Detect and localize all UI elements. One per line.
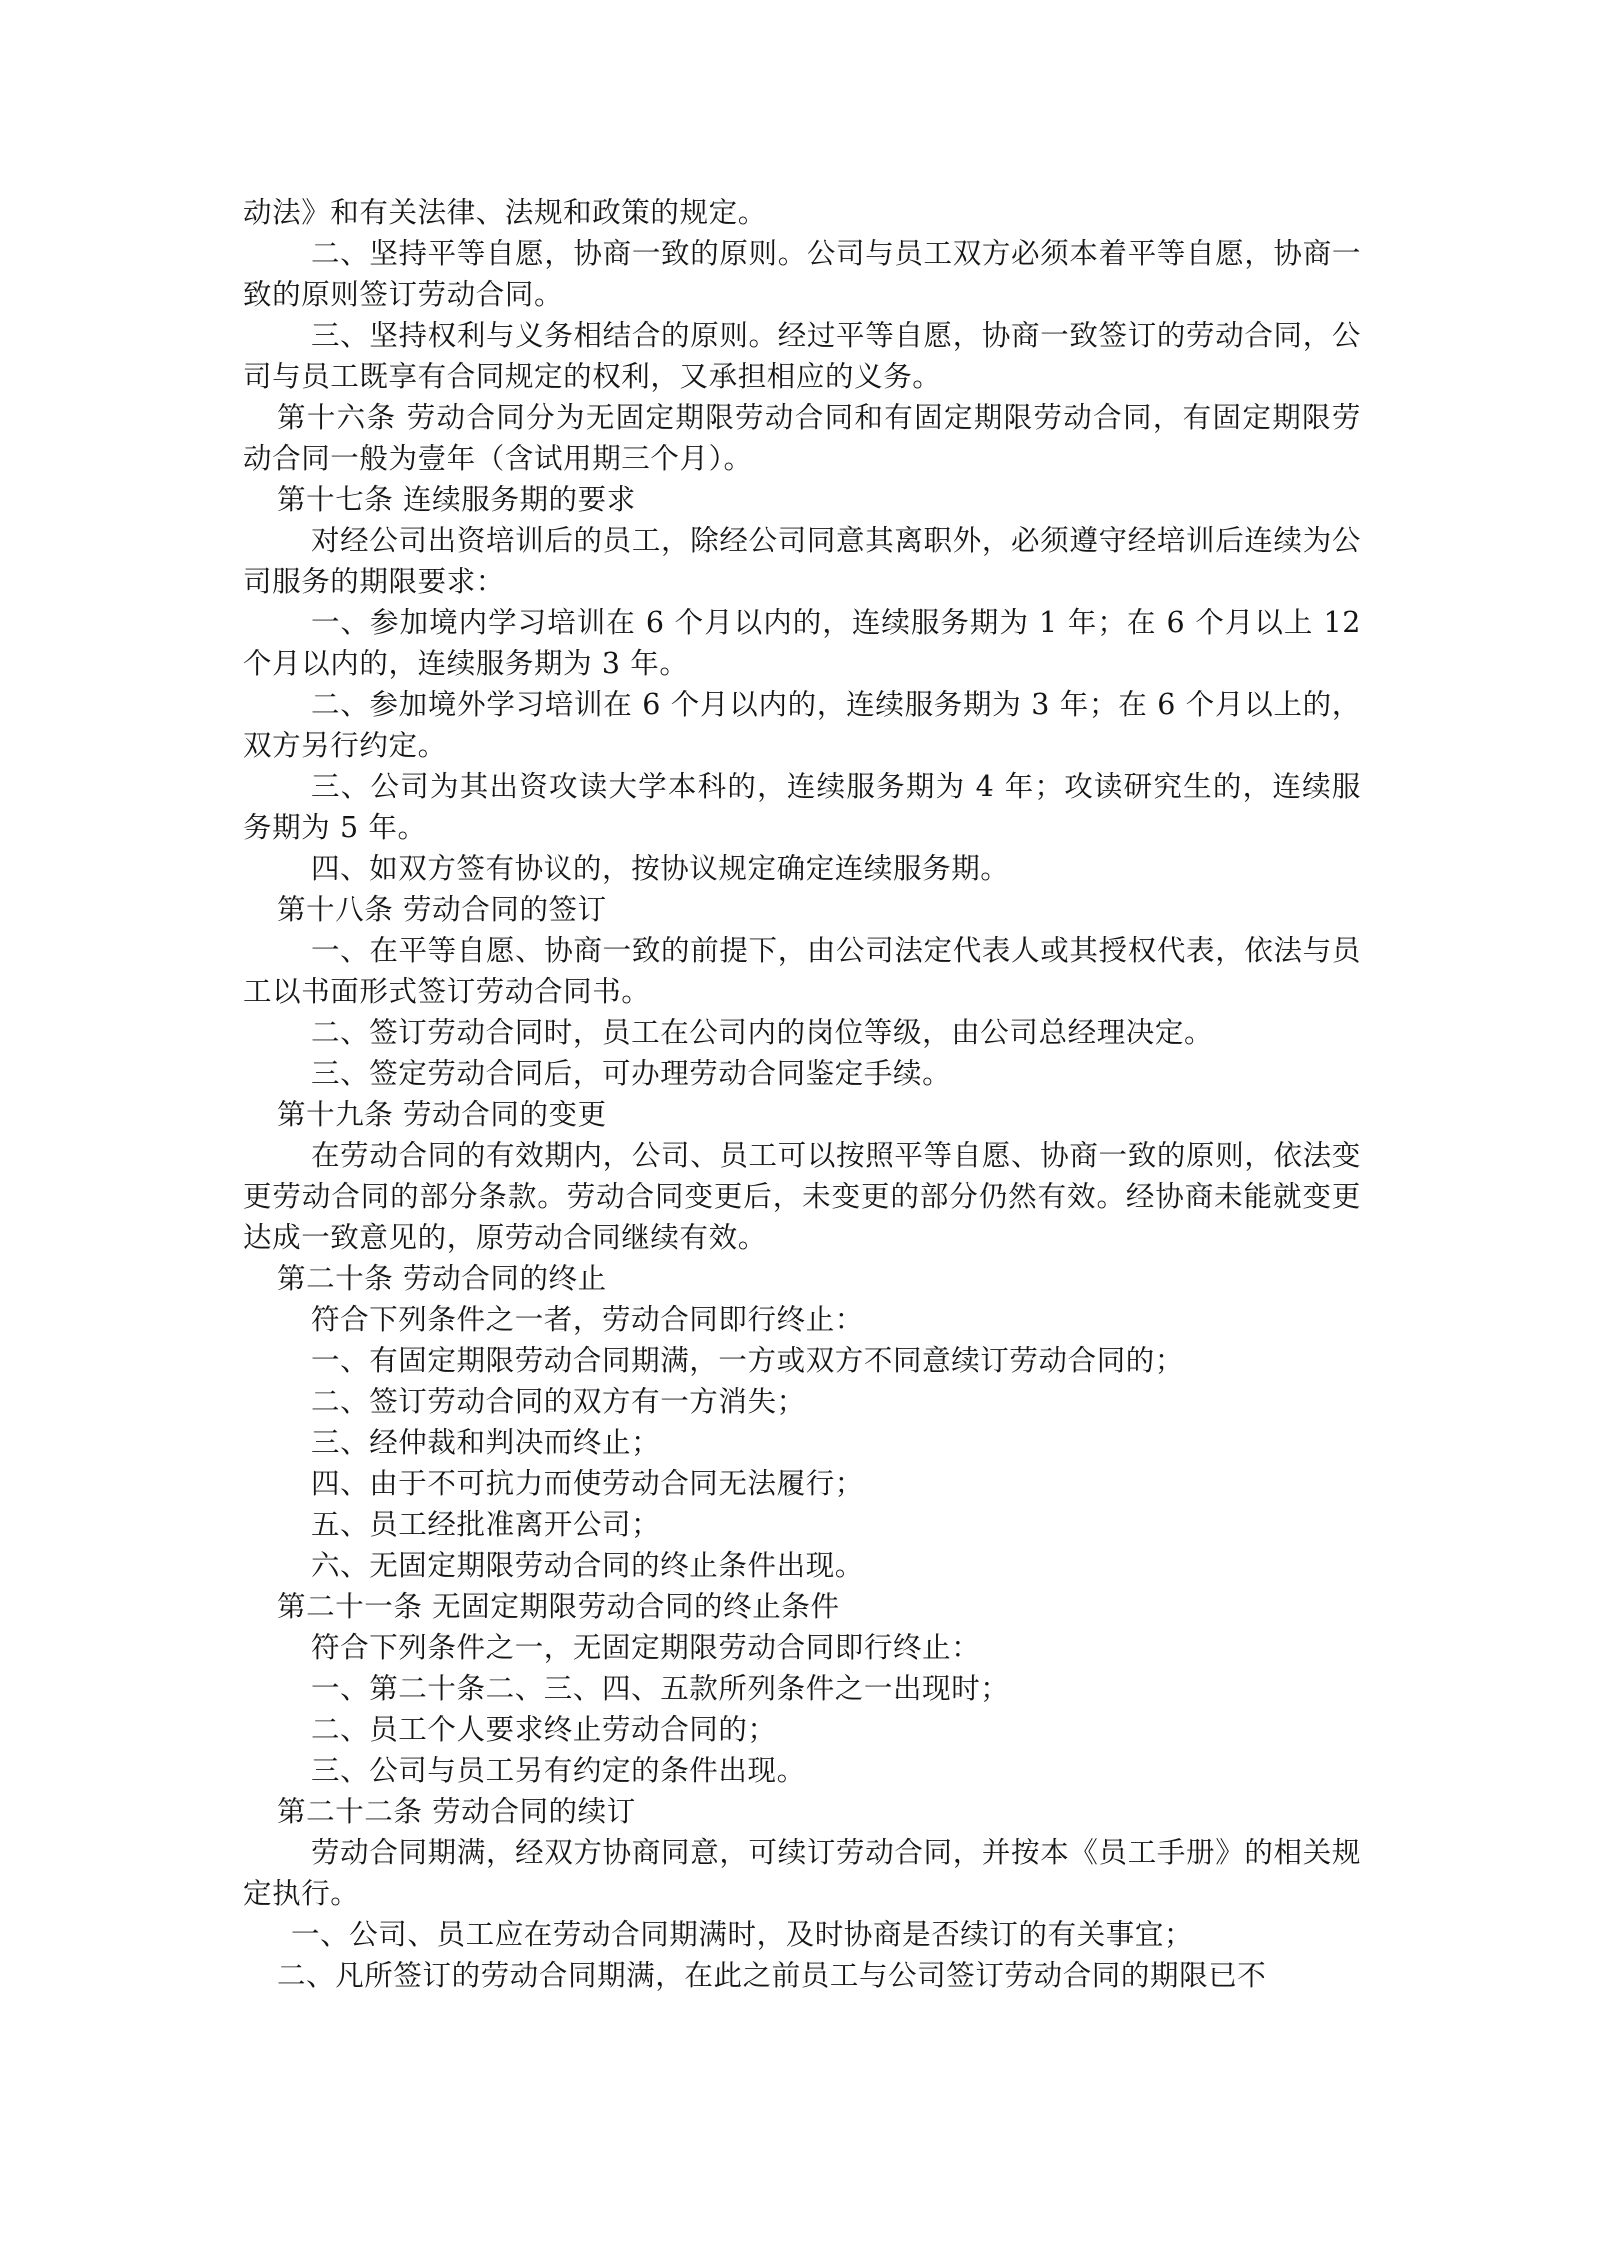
article-heading: 第十六条 劳动合同分为无固定期限劳动合同和有固定期限劳动合同，有固定期限劳动合同一般为壹年（含试用期三个月）。 [243, 401, 1361, 475]
paragraph: 二、坚持平等自愿，协商一致的原则。公司与员工双方必须本着平等自愿，协商一致的原则签订劳动合同。 [243, 237, 1361, 311]
list-item: 五、员工经批准离开公司； [311, 1508, 661, 1541]
paragraph: 三、坚持权利与义务相结合的原则。经过平等自愿，协商一致签订的劳动合同，公司与员工既享有合同规定的权利，又承担相应的义务。 [243, 319, 1361, 393]
paragraph: 二、签订劳动合同时，员工在公司内的岗位等级，由公司总经理决定。 [311, 1016, 1214, 1049]
list-item: 四、由于不可抗力而使劳动合同无法履行； [311, 1467, 864, 1500]
paragraph: 三、公司为其出资攻读大学本科的，连续服务期为 4 年；攻读研究生的，连续服务期为 5 年。 [243, 770, 1361, 844]
list-item: 一、第二十条二、三、四、五款所列条件之一出现时； [311, 1672, 1010, 1705]
list-item: 二、签订劳动合同的双方有一方消失； [311, 1385, 806, 1418]
paragraph: 一、参加境内学习培训在 6 个月以内的，连续服务期为 1 年；在 6 个月以上 12 个月以内的，连续服务期为 3 年。 [243, 606, 1361, 680]
list-item: 六、无固定期限劳动合同的终止条件出现。 [311, 1549, 864, 1582]
paragraph: 在劳动合同的有效期内，公司、员工可以按照平等自愿、协商一致的原则，依法变更劳动合同的部分条款。劳动合同变更后，未变更的部分仍然有效。经协商未能就变更达成一致意见的，原劳动合同继续有效。 [243, 1139, 1361, 1254]
paragraph: 四、如双方签有协议的，按协议规定确定连续服务期。 [311, 852, 1010, 885]
paragraph: 符合下列条件之一者，劳动合同即行终止： [311, 1303, 864, 1336]
paragraph: 对经公司出资培训后的员工，除经公司同意其离职外，必须遵守经培训后连续为公司服务的期限要求： [243, 524, 1361, 598]
article-heading: 第二十一条 无固定期限劳动合同的终止条件 [277, 1590, 840, 1623]
article-heading: 第二十条 劳动合同的终止 [277, 1262, 607, 1295]
paragraph: 动法》和有关法律、法规和政策的规定。 [243, 196, 767, 229]
paragraph: 符合下列条件之一，无固定期限劳动合同即行终止： [311, 1631, 981, 1664]
paragraph: 二、参加境外学习培训在 6 个月以内的，连续服务期为 3 年；在 6 个月以上的，双方另行约定。 [243, 688, 1361, 762]
paragraph: 三、签定劳动合同后，可办理劳动合同鉴定手续。 [311, 1057, 952, 1090]
list-item: 二、员工个人要求终止劳动合同的； [311, 1713, 777, 1746]
paragraph: 劳动合同期满，经双方协商同意，可续订劳动合同，并按本《员工手册》的相关规定执行。 [243, 1836, 1361, 1910]
list-item: 三、经仲裁和判决而终止； [311, 1426, 661, 1459]
article-heading: 第十九条 劳动合同的变更 [277, 1098, 607, 1131]
article-heading: 第二十二条 劳动合同的续订 [277, 1795, 636, 1828]
article-heading: 第十七条 连续服务期的要求 [277, 483, 636, 516]
list-item: 一、有固定期限劳动合同期满，一方或双方不同意续订劳动合同的； [311, 1344, 1185, 1377]
paragraph: 一、在平等自愿、协商一致的前提下，由公司法定代表人或其授权代表，依法与员工以书面形式签订劳动合同书。 [243, 934, 1361, 1008]
list-item: 二、凡所签订的劳动合同期满，在此之前员工与公司签订劳动合同的期限已不 [277, 1959, 1267, 1992]
article-heading: 第十八条 劳动合同的签订 [277, 893, 607, 926]
list-item: 一、公司、员工应在劳动合同期满时，及时协商是否续订的有关事宜； [291, 1918, 1194, 1951]
document-body [243, 192, 1361, 1996]
list-item: 三、公司与员工另有约定的条件出现。 [311, 1754, 806, 1787]
